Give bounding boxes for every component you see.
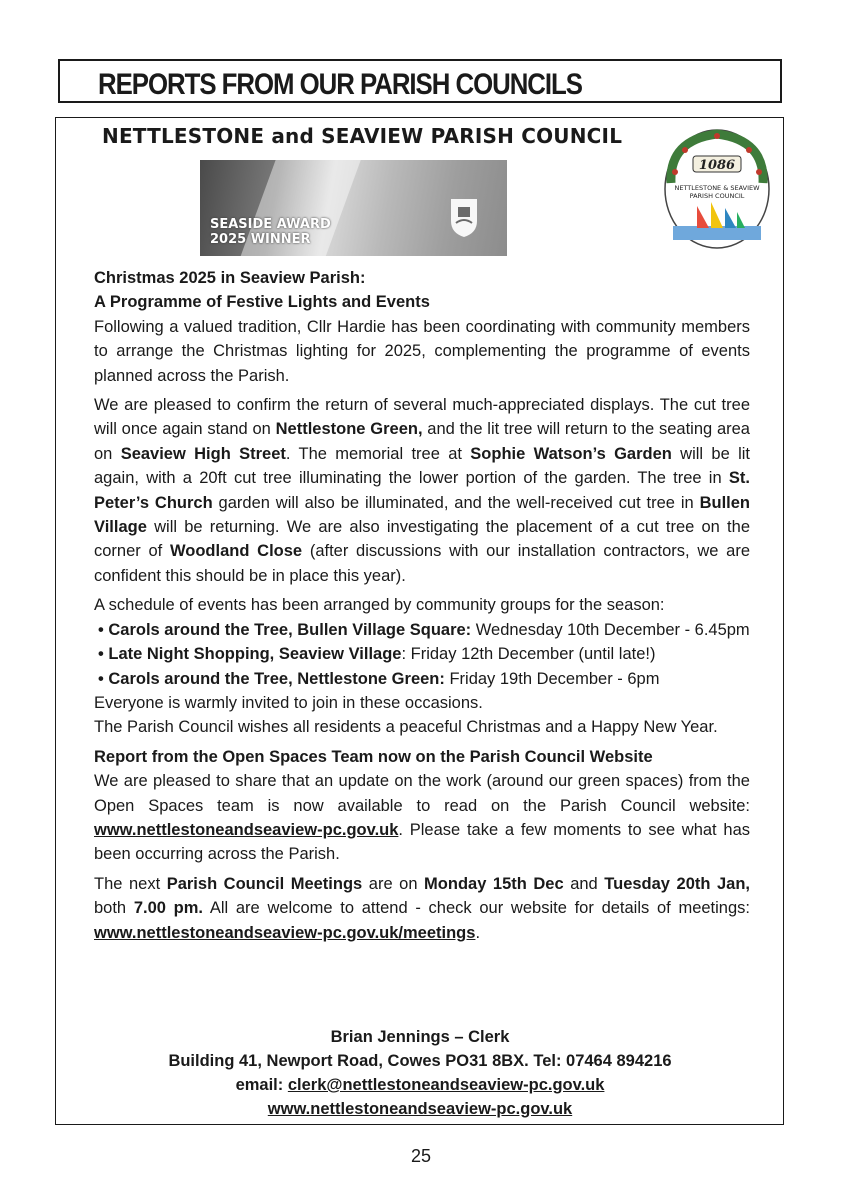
- clerk-name: Brian Jennings – Clerk: [330, 1028, 510, 1046]
- event-item: • Carols around the Tree, Nettlestone Green: Friday 19th December - 6pm: [98, 669, 660, 688]
- report-content: [94, 266, 750, 945]
- christmas-heading-2: A Programme of Festive Lights and Events: [94, 293, 430, 312]
- website-link[interactable]: www.nettlestoneandseaview-pc.gov.uk: [94, 820, 399, 839]
- contact-footer: [60, 1025, 780, 1121]
- bullet-icon: •: [98, 620, 104, 639]
- christmas-paragraph-3: A schedule of events has been arranged by community groups for the season:: [94, 596, 665, 615]
- footer-website-line: [60, 1097, 780, 1121]
- christmas-paragraph-5: The Parish Council wishes all residents a peaceful Christmas and a Happy New Year.: [94, 718, 718, 737]
- section-header-title: REPORTS FROM OUR PARISH COUNCILS: [98, 68, 582, 101]
- clerk-address: Building 41, Newport Road, Cowes PO31 8BX. Tel: 07464 894216: [168, 1052, 672, 1070]
- parish-council-logo: [663, 128, 771, 250]
- section-header-box: [58, 59, 782, 103]
- christmas-paragraph-2: We are pleased to confirm the return of several much-appreciated displays. The cut tree will once again stand on Nettlestone Green, and the lit tree will return to the seating area on Seaview High Street. The memorial tree at Sophie Watson’s Garden will be lit again, with a 20ft cut tree illuminating the lower portion of the garden. The tree in St. Peter’s Church garden will also be illuminated, and the well-received cut tree in Bullen Village will be returning. We are also investigating the placement of a cut tree on the corner of Woodland Close (after discussions with our installation contractors, we are confident this should be in place this year).: [94, 396, 751, 585]
- logo-line-1: NETTLESTONE & SEAVIEW: [674, 184, 760, 192]
- open-spaces-heading: Report from the Open Spaces Team now on the Parish Council Website: [94, 747, 653, 766]
- meetings-paragraph: The next Parish Council Meetings are on Monday 15th Dec and Tuesday 20th Jan, both 7.00 pm. All are welcome to attend - check our website for details of meetings: www.nettlestoneandseaview-pc.gov.uk/meetings.: [94, 874, 750, 942]
- email-link[interactable]: clerk@nettlestoneandseaview-pc.gov.uk: [287, 1076, 605, 1094]
- open-spaces-paragraph: We are pleased to share that an update on the work (around our green spaces) from the Open Spaces team is now available to read on the Parish Council website: www.nettlestoneandseaview-pc.gov.uk. Please take a few moments to see what has been occurring across the Parish.: [94, 772, 750, 864]
- event-item: • Carols around the Tree, Bullen Village Square: Wednesday 10th December - 6.45pm: [98, 620, 750, 639]
- bullet-icon: •: [98, 669, 104, 688]
- christmas-paragraph-1: Following a valued tradition, Cllr Hardie has been coordinating with community members to arrange the Christmas lighting for 2025, complementing the programme of events planned across the Parish.: [94, 317, 750, 385]
- logo-year: 1086: [698, 158, 736, 173]
- award-text: [210, 217, 331, 247]
- award-line-2: 2025 WINNER: [210, 232, 311, 247]
- clerk-email-line: email: clerk@nettlestoneandseaview-pc.gov.uk: [235, 1076, 605, 1094]
- council-title: NETTLESTONE and SEAVIEW PARISH COUNCIL: [102, 124, 623, 148]
- bullet-icon: •: [98, 645, 104, 664]
- seaside-award-flag-icon: [443, 197, 485, 239]
- award-line-1: SEASIDE AWARD: [210, 217, 331, 232]
- event-item: • Late Night Shopping, Seaview Village: Friday 12th December (until late!): [98, 645, 656, 664]
- footer-website-link[interactable]: www.nettlestoneandseaview-pc.gov.uk: [267, 1100, 573, 1118]
- page-number: 25: [410, 1146, 432, 1166]
- christmas-paragraph-4: Everyone is warmly invited to join in these occasions.: [94, 693, 483, 712]
- christmas-heading-1: Christmas 2025 in Seaview Parish:: [94, 269, 366, 287]
- logo-line-2: PARISH COUNCIL: [689, 192, 745, 200]
- meetings-link[interactable]: www.nettlestoneandseaview-pc.gov.uk/meetings: [94, 923, 476, 942]
